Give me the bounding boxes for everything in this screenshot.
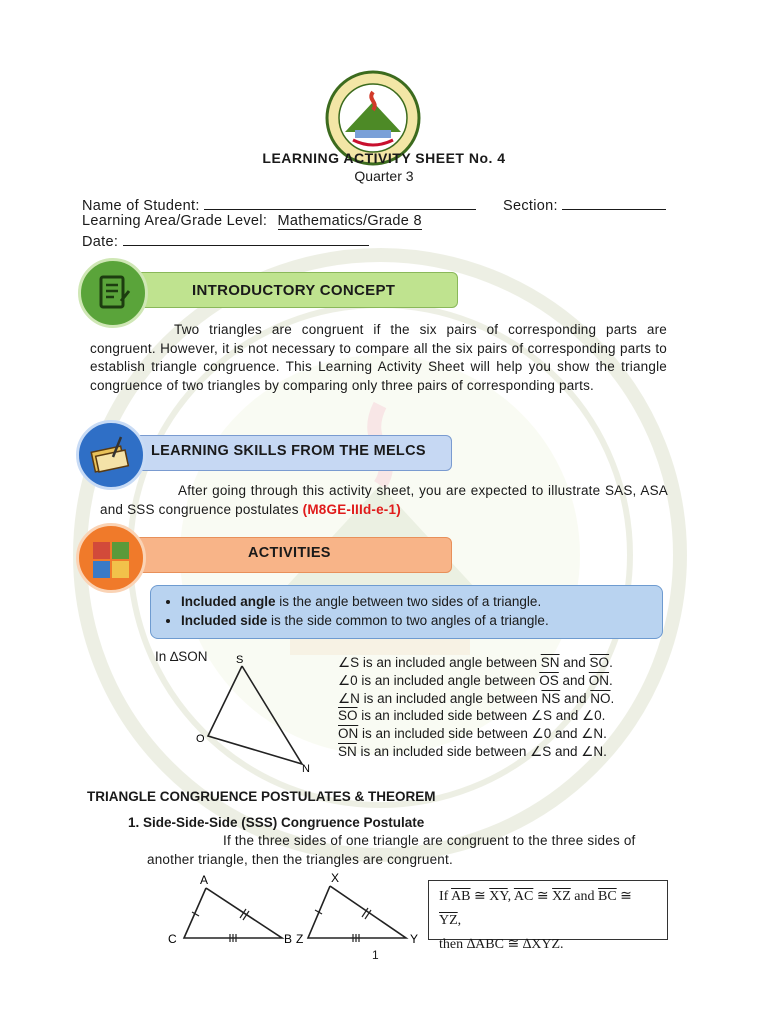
postulates-heading: TRIANGLE CONGRUENCE POSTULATES & THEOREM	[87, 789, 436, 804]
learning-area-value: Mathematics/Grade 8	[277, 213, 422, 229]
sss-conclusion-box	[428, 880, 668, 952]
vertex-label: O	[196, 733, 205, 745]
introductory-concept-heading: INTRODUCTORY CONCEPT	[192, 282, 396, 299]
vertex-label: A	[200, 873, 209, 887]
definitions-callout	[150, 585, 663, 639]
activities-heading: ACTIVITIES	[248, 545, 331, 561]
list-item: ∠S is an included angle between $\overline{SN}$ and $\overline{SO}$.	[338, 655, 613, 670]
puzzle-icon	[79, 526, 143, 590]
page-number: 1	[372, 948, 379, 962]
list-item: • Included side is the side common to two angles of a triangle.	[181, 611, 662, 630]
learning-skills-heading: LEARNING SKILLS FROM THE MELCS	[151, 443, 426, 459]
list-item: $\overline{SO}$ is an included side between ∠S and ∠0.	[338, 708, 606, 724]
list-item: ∠0 is an included angle between $\overline{OS}$ and $\overline{ON}$.	[338, 672, 613, 688]
list-item: • Included angle is the angle between two sides of a triangle.	[181, 592, 662, 611]
vertex-label: X	[331, 871, 340, 885]
date-field[interactable]: Date:	[82, 231, 369, 250]
triangle-son-diagram	[190, 650, 320, 775]
vertex-label: N	[302, 763, 310, 775]
vertex-label: Z	[296, 932, 304, 946]
vertex-label: Y	[410, 932, 419, 946]
vertex-label: B	[284, 932, 293, 946]
puzzle-icon-circle	[76, 523, 146, 593]
list-item: $\overline{SN}$ is an included side between ∠S and ∠N.	[338, 743, 607, 759]
sss-triangles-diagram	[160, 868, 430, 953]
vertex-label: S	[236, 654, 244, 666]
sss-condition: If $\overline{AB}$ ≅ $\overline{XY}$, $\overline{AC}$ ≅ $\overline{XZ}$ and $\overline{BC}$ ≅ $\overline{YZ}$,	[439, 889, 632, 928]
included-parts-list	[338, 654, 614, 761]
vertex-label: C	[168, 932, 177, 946]
list-item: ∠N is an included angle between $\overline{NS}$ and $\overline{NO}$.	[338, 690, 615, 706]
melc-code: (M8GE-IIId-e-1)	[302, 501, 401, 517]
section-field[interactable]: Section:	[503, 195, 666, 214]
student-name-field[interactable]: Name of Student:	[82, 195, 476, 214]
sss-conclusion: then ∆ABC ≅ ∆XYZ.	[439, 937, 564, 952]
learning-area-field: Learning Area/Grade Level: Mathematics/Grade 8	[82, 213, 422, 229]
quarter-label: Quarter 3	[354, 168, 414, 184]
sss-statement: If the three sides of one triangle are congruent to the three sides of another triangle, then the triangles are congruent.	[147, 833, 636, 867]
books-icon	[79, 423, 143, 487]
skills-paragraph: After going through this activity sheet, you are expected to illustrate SAS, ASA and SSS congruence postulates (M8GE-IIId-e-1)	[100, 483, 668, 517]
intro-paragraph: Two triangles are congruent if the six pairs of corresponding parts are congruent. However, it is not necessary to compare all the six pairs of corresponding parts to establish triangle congruence. This Learning Activity Sheet will help you show the triangle congruence of two triangles by comparing only three pairs of corresponding parts.	[90, 322, 667, 393]
list-item: $\overline{ON}$ is an included side between ∠0 and ∠N.	[338, 726, 607, 742]
sss-heading: 1. Side-Side-Side (SSS) Congruence Postulate	[128, 815, 425, 830]
notepad-icon-circle	[78, 258, 148, 328]
books-icon-circle	[76, 420, 146, 490]
triangle-son-caption: In ∆SON	[155, 649, 208, 664]
notepad-icon	[81, 261, 145, 325]
sheet-title: LEARNING ACTIVITY SHEET No. 4	[262, 150, 506, 166]
